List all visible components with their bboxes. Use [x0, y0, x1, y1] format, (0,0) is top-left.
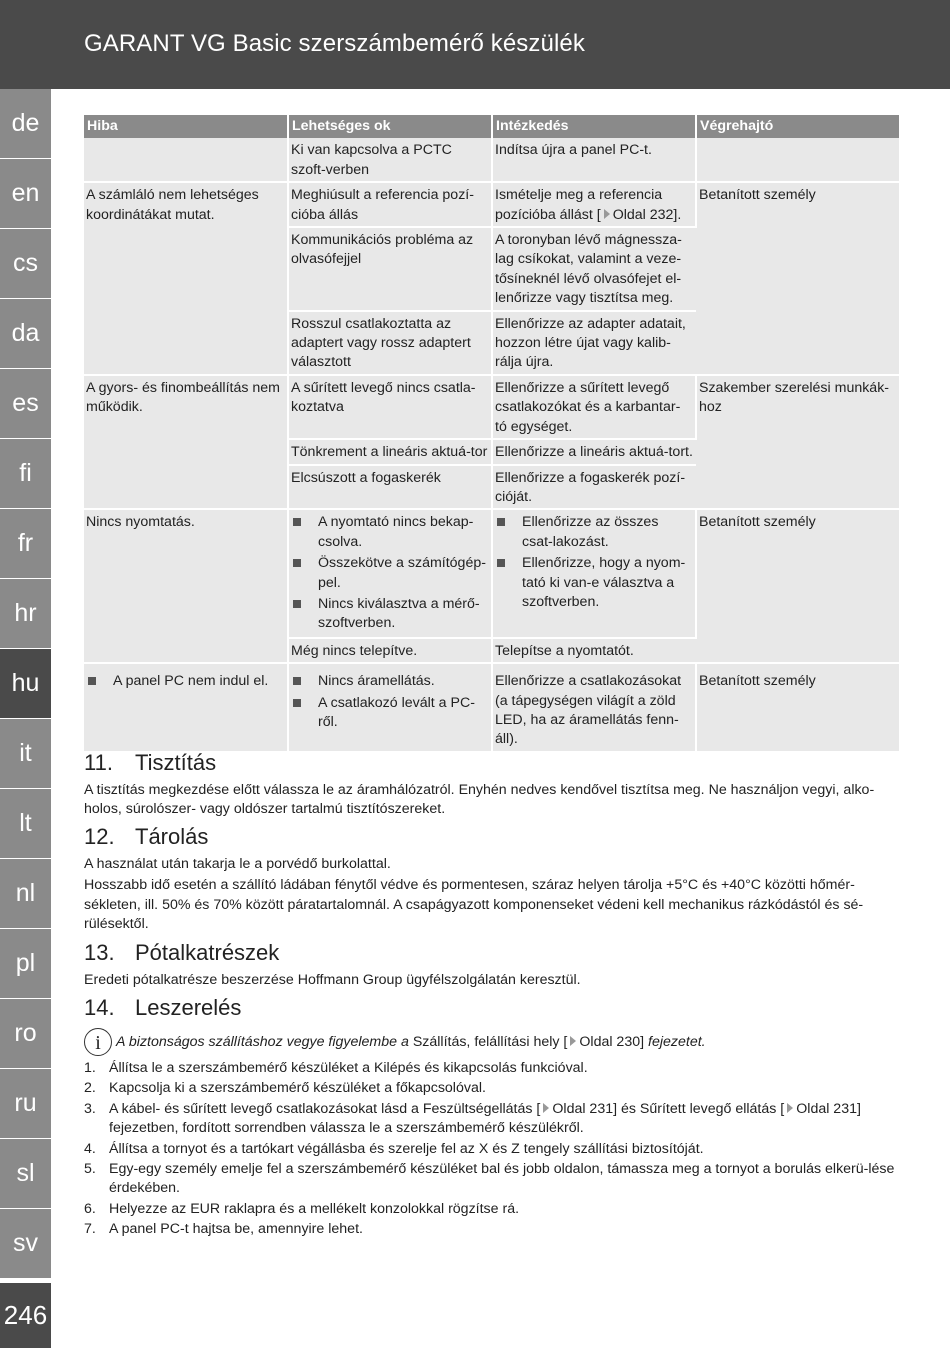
executor-cell: [696, 138, 899, 182]
fault-cell: A számláló nem lehetséges koordinátákat mutat.: [84, 182, 288, 375]
executor-cell: Betanított személy: [696, 663, 899, 752]
language-tab-nl[interactable]: nl: [0, 859, 51, 928]
language-tab-de[interactable]: de: [0, 89, 51, 158]
document-title: GARANT VG Basic szerszámbemérő készülék: [84, 30, 585, 57]
disassembly-steps: [84, 1059, 899, 1240]
page-ref-link[interactable]: Oldal 230]: [579, 1033, 645, 1050]
language-tab-hu[interactable]: hu: [0, 649, 51, 718]
cause-cell: A sűrített levegő nincs csatla-koztatva: [288, 375, 492, 439]
list-item: 7. A panel PC-t hajtsa be, amennyire lehet.: [84, 1221, 363, 1238]
section-heading: 14. Leszerelés: [84, 995, 242, 1020]
list-item: 6. Helyezze az EUR raklapra és a mellékelt konzolokkal rögzítse rá.: [84, 1200, 520, 1217]
table-row: [84, 138, 899, 182]
table-row: [84, 182, 899, 227]
bullet-square-icon: [293, 600, 301, 608]
section-heading: 13. Pótalkatrészek: [84, 940, 280, 965]
cause-cell: Még nincs telepítve.: [288, 638, 492, 663]
action-cell: Ellenőrizze a fogaskerék pozí-cióját.: [492, 465, 696, 510]
bullet-item: A csatlakozó levált a PC-ről.: [291, 694, 488, 733]
action-cell: Ellenőrizze a lineáris aktuá-tort.: [492, 439, 696, 464]
paragraph: A használat után takarja le a porvédő burkolattal.: [84, 856, 391, 872]
bullet-item: Ellenőrizze, hogy a nyom-tató ki van-e választva a szoftverben.: [495, 554, 692, 612]
executor-cell: Betanított személy: [696, 509, 899, 663]
bullet-item: Nincs áramellátás.: [291, 672, 488, 691]
bullet-square-icon: [293, 699, 301, 707]
language-tab-lt[interactable]: lt: [0, 789, 51, 858]
page-ref-arrow-icon: [787, 1103, 793, 1113]
language-tab-en[interactable]: en: [0, 159, 51, 228]
language-tab-ro[interactable]: ro: [0, 999, 51, 1068]
info-note: i A biztonságos szállításhoz vegye figyelembe a Szállítás, felállítási hely [ Oldal 230] fejezetet.: [84, 1028, 899, 1056]
page-number: 246: [0, 1283, 51, 1348]
column-header-cause: Lehetséges ok: [288, 115, 492, 138]
action-cell: Ellenőrizze a sűrített levegő csatlakozókat és a karbantar-tó egységet.: [492, 375, 696, 439]
page-ref-link[interactable]: Oldal 232].: [612, 206, 682, 223]
paragraph: Hosszabb idő esetén a szállító ládában fénytől védve és pormentesen, száraz helyen tárolja +5°C és +40°C közötti hőmér-sékleten, ill. 50% és 70% között páratartalomnál. A csapágyazott komponenseket védeni kell mechanikus rázkódástól és sé-rülésektől.: [84, 877, 864, 933]
page-ref-link[interactable]: Oldal 231] és Sűrített levegő ellátás [: [552, 1100, 785, 1117]
bullet-square-icon: [293, 559, 301, 567]
action-cell: Indítsa újra a panel PC-t.: [492, 138, 696, 182]
action-cell: [492, 509, 696, 637]
bullet-square-icon: [293, 518, 301, 526]
list-item: 4. Állítsa a tornyot és a tartókart végállásba és szerelje fel az X és Z tengely szállítási biztosítóját.: [84, 1140, 704, 1157]
bullet-item: A panel PC nem indul el.: [86, 672, 284, 691]
troubleshooting-table-wrapper: [84, 115, 899, 753]
list-item: 3. A kábel- és sűrített levegő csatlakozásokat lásd a Feszültségellátás [ Oldal 231] és Sűrített levegő ellátás [ Oldal 231] fejezetben, fordított sorrendben válassza le a szerszámbemérő készülékről.: [84, 1100, 861, 1137]
bullet-square-icon: [497, 559, 505, 567]
page-header: [0, 0, 950, 89]
cause-cell: Elcsúszott a fogaskerék: [288, 465, 492, 510]
paragraph: Eredeti pótalkatrésze beszerzése Hoffmann Group ügyfélszolgálatán keresztül.: [84, 972, 581, 988]
list-item: 2. Kapcsolja ki a szerszámbemérő készüléket a főkapcsolóval.: [84, 1080, 486, 1097]
executor-cell: Szakember szerelési munkák-hoz: [696, 375, 899, 509]
cause-cell: [288, 509, 492, 637]
action-cell: Ellenőrizze a csatlakozásokat (a tápegységen világít a zöld LED, ha az áramellátás fenn-áll).: [492, 663, 696, 752]
fault-cell: A gyors- és finombeállítás nem működik.: [84, 375, 288, 509]
fault-cell: Nincs nyomtatás.: [84, 509, 288, 663]
section-heading: 11. Tisztítás: [84, 750, 217, 775]
list-item: 1. Állítsa le a szerszámbemérő készüléket a Kilépés és kikapcsolás funkcióval.: [84, 1060, 588, 1076]
column-header-action: Intézkedés: [492, 115, 696, 138]
bullet-square-icon: [293, 677, 301, 685]
cause-cell: Ki van kapcsolva a PCTC szoft-verben: [288, 138, 492, 182]
action-cell: A toronyban lévő mágnessza-lag csíkokat, valamint a veze-tősíneknél lévő olvasófejet el-lenőrizze vagy tisztítsa meg.: [492, 227, 696, 311]
cause-cell: Tönkrement a lineáris aktuá-tor: [288, 439, 492, 464]
bullet-item: A nyomtató nincs bekap-csolva.: [291, 513, 488, 552]
cause-cell: Kommunikációs probléma az olvasófejjel: [288, 227, 492, 311]
bullet-item: Nincs kiválasztva a mérő-szoftverben.: [291, 595, 488, 634]
language-tab-ru[interactable]: ru: [0, 1069, 51, 1138]
bullet-square-icon: [88, 677, 96, 685]
table-row: [84, 663, 899, 752]
page-ref-arrow-icon: [570, 1036, 576, 1046]
fault-cell: [84, 138, 288, 182]
page-ref-arrow-icon: [543, 1103, 549, 1113]
language-tab-it[interactable]: it: [0, 719, 51, 788]
info-icon: i: [84, 1028, 112, 1056]
cause-cell: Meghiúsult a referencia pozí-cióba állás: [288, 182, 492, 227]
column-header-fault: Hiba: [84, 115, 288, 138]
troubleshooting-table: [84, 115, 899, 753]
list-item: 5. Egy-egy személy emelje fel a szerszámbemérő készüléket bal és jobb oldalon, támassza meg a tornyot a borulás elkerü-lése érdekében.: [84, 1161, 895, 1197]
bullet-item: Ellenőrizze az összes csat-lakozást.: [495, 513, 692, 552]
language-tab-sv[interactable]: sv: [0, 1209, 51, 1278]
action-cell: Ellenőrizze az adapter adatait, hozzon létre újat vagy kalib-rálja újra.: [492, 311, 696, 375]
section-spare-parts: [84, 940, 899, 990]
action-cell: Telepítse a nyomtatót.: [492, 638, 696, 663]
fault-cell: [84, 663, 288, 752]
bullet-square-icon: [497, 518, 505, 526]
language-tab-fi[interactable]: fi: [0, 439, 51, 508]
table-header-row: [84, 115, 899, 138]
cause-cell: [288, 663, 492, 752]
language-tab-cs[interactable]: cs: [0, 229, 51, 298]
page-ref-arrow-icon: [604, 209, 610, 219]
action-cell: Ismételje meg a referencia pozícióba állást [ Oldal 232].: [492, 182, 696, 227]
column-header-executor: Végrehajtó: [696, 115, 899, 138]
language-tab-da[interactable]: da: [0, 299, 51, 368]
language-tab-es[interactable]: es: [0, 369, 51, 438]
bullet-item: Összekötve a számítógép-pel.: [291, 554, 488, 593]
section-storage: [84, 824, 899, 935]
language-tab-hr[interactable]: hr: [0, 579, 51, 648]
table-row: [84, 375, 899, 439]
language-tab-fr[interactable]: fr: [0, 509, 51, 578]
cause-cell: Rosszul csatlakoztatta az adaptert vagy rossz adaptert választott: [288, 311, 492, 375]
section-heading: 12. Tárolás: [84, 824, 209, 849]
language-tab-sl[interactable]: sl: [0, 1139, 51, 1208]
page-ref-link[interactable]: Oldal 231] fejezetben, fordított sorrendben válassza le a szerszámbemérő készülékről.: [109, 1100, 861, 1137]
language-tab-pl[interactable]: pl: [0, 929, 51, 998]
paragraph: A tisztítás megkezdése előtt válassza le az áramhálózatról. Enyhén nedves kendővel tisztítsa meg. Ne használjon vegyi, alko-holos, súrolószer- vagy oldószer tartalmú tisztítószereket.: [84, 782, 875, 818]
language-tabs: [0, 89, 51, 1348]
section-cleaning: [84, 750, 899, 820]
table-row: [84, 509, 899, 637]
executor-cell: Betanított személy: [696, 182, 899, 375]
section-disassembly: [84, 995, 899, 1241]
